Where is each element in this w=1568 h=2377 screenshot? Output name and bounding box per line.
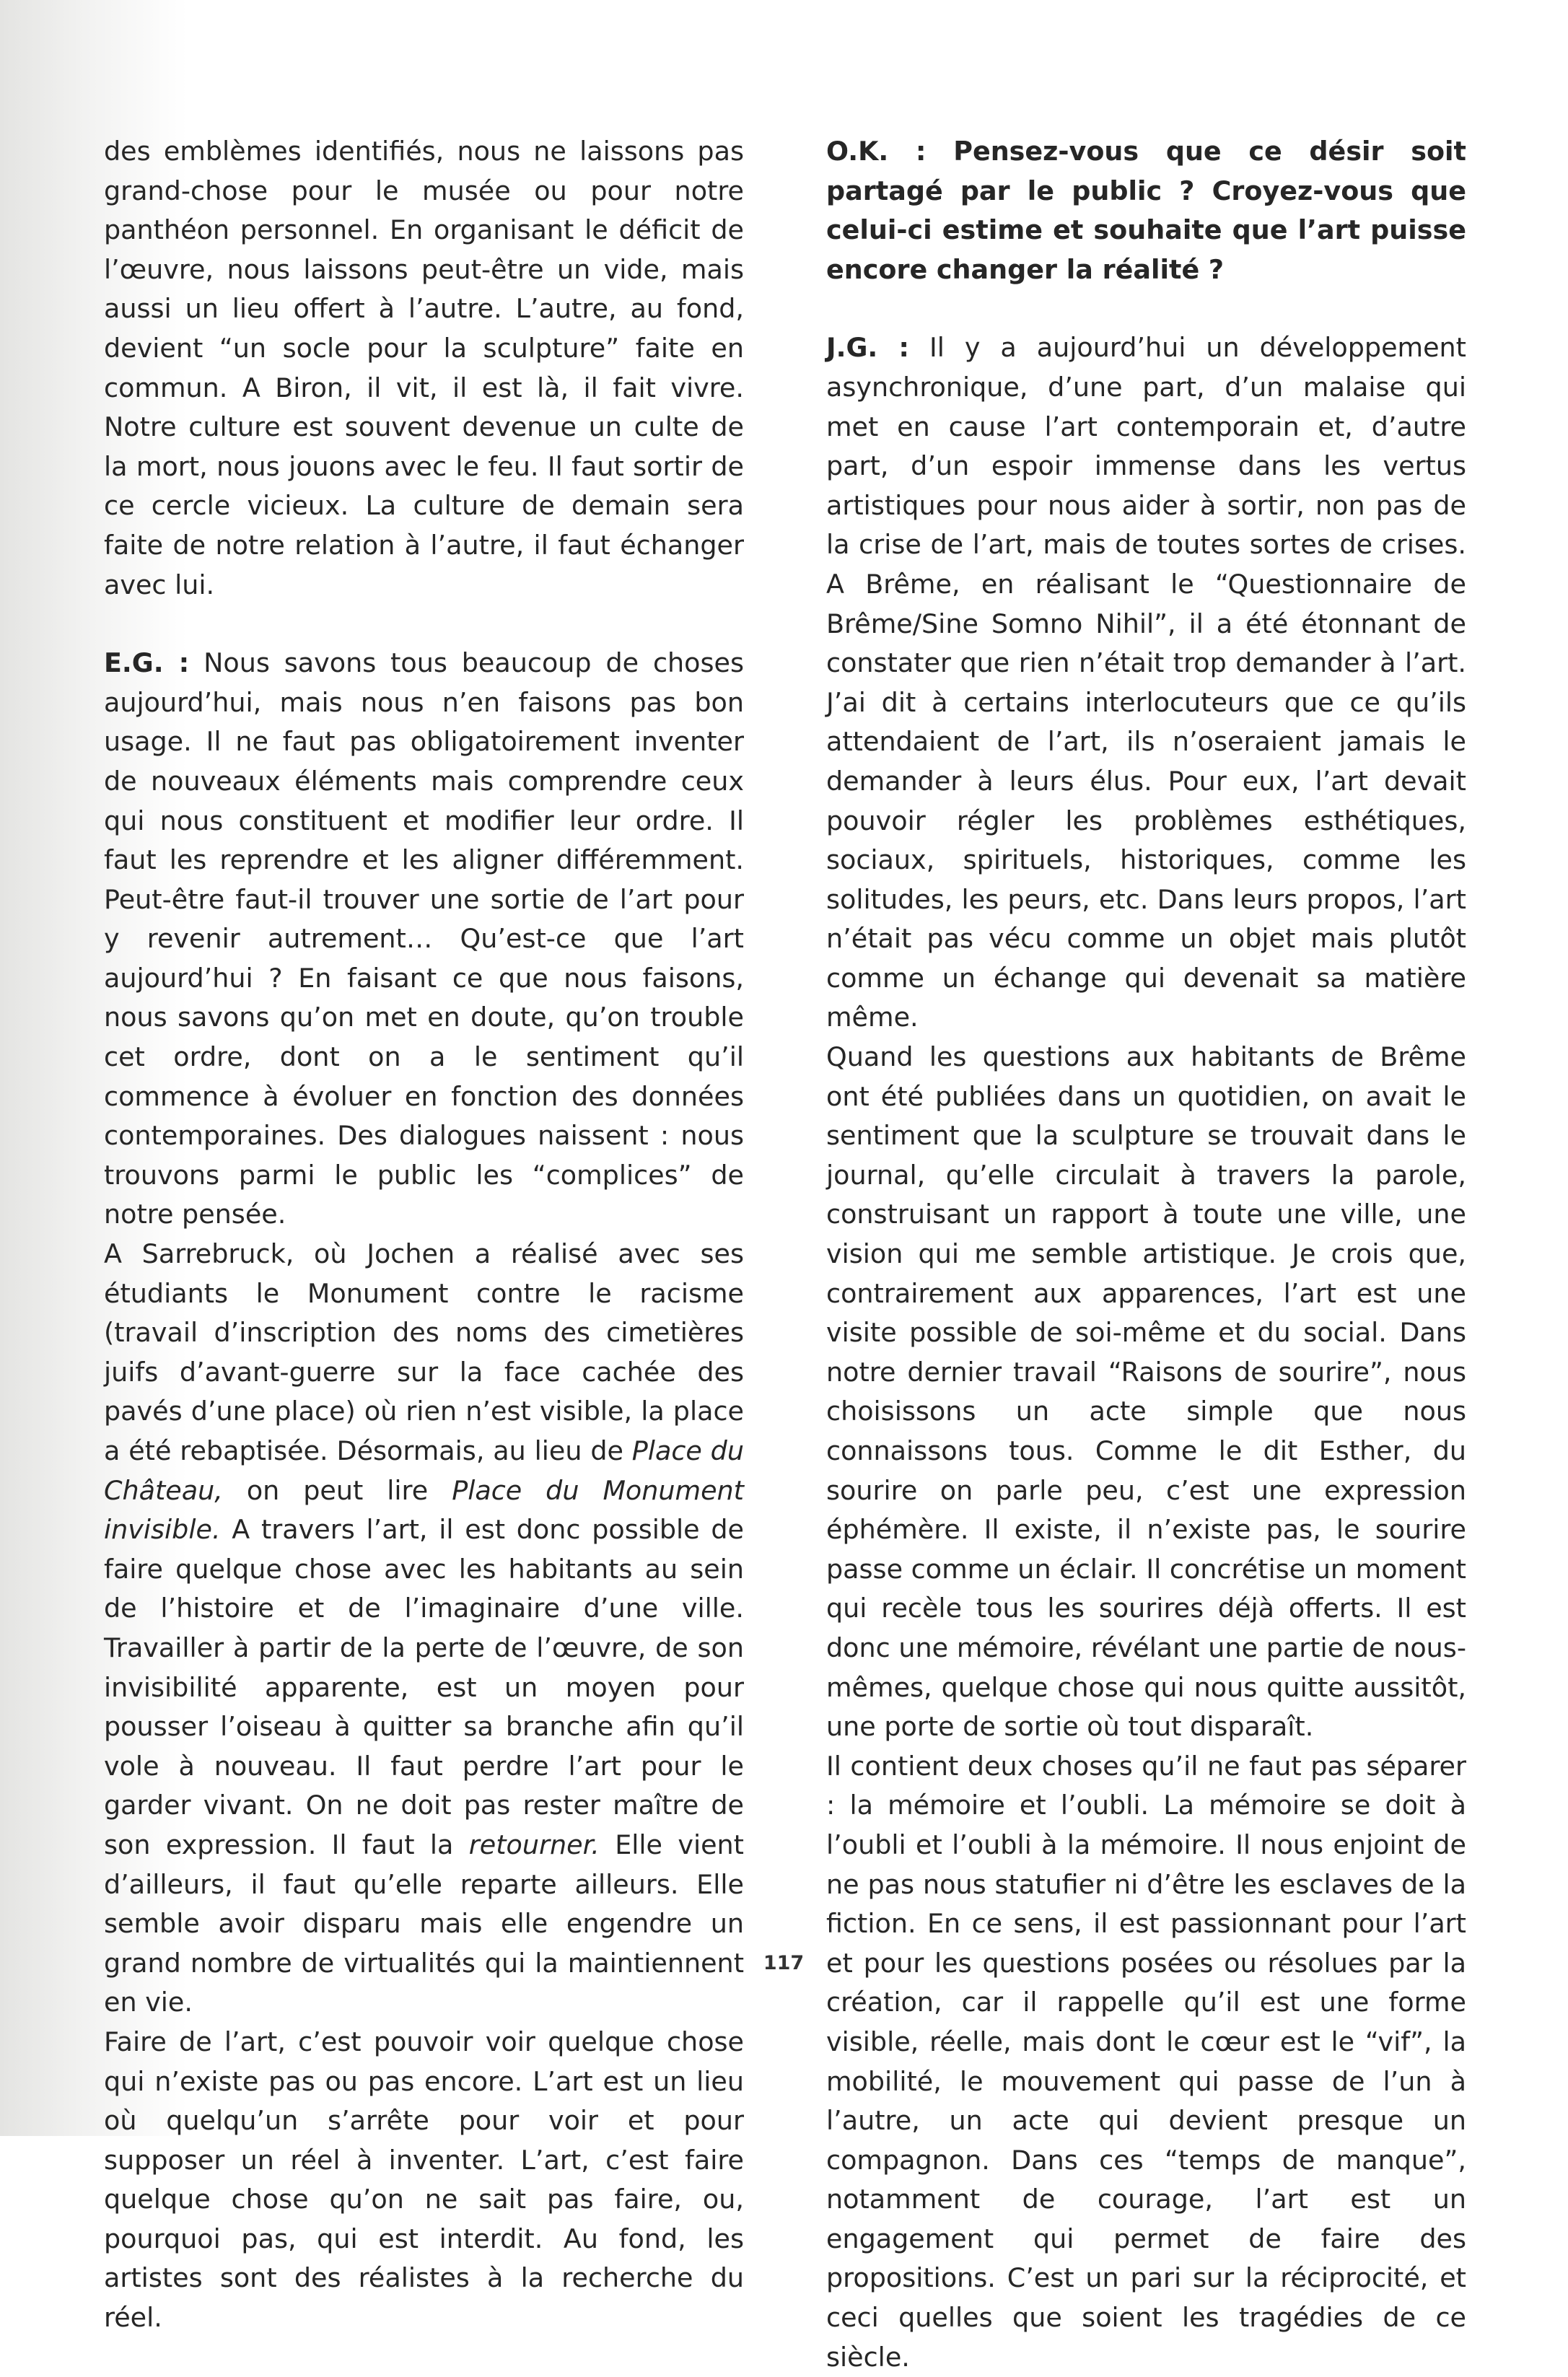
text-run: Elle vient d’ailleurs, il faut qu’elle reparte ailleurs. Elle semble avoir disparu mais elle engendre un grand nombre de virtualités qui la maintiennent en vie. <box>104 1829 744 2018</box>
text-run: A Sarrebruck, où Jochen a réalisé avec ses étudiants le Monument contre le racisme (travail d’inscription des noms des cimetières juifs d’avant-guerre sur la face cachée des pavés d’une place) où rien n’est visible, la place a été rebaptisée. Désormais, au lieu de <box>104 1238 744 1466</box>
right-paragraph-3: Il contient deux choses qu’il ne faut pas séparer : la mémoire et l’oubli. La mémoire se doit à l’oubli et l’oubli à la mémoire. Il nous enjoint de ne pas nous statufier ni d’être les esclaves de la fiction. En ce sens, il est passionnant pour l’art et pour les questions posées ou résolues par la création, car il rappelle qu’il est une forme visible, réelle, mais dont le cœur est le “vif”, la mobilité, le mouvement qui passe de l’un à l’autre, un acte qui devient presque un compagnon. Dans ces “temps de manque”, notamment de courage, l’art est un engagement qui permet de faire des propositions. C’est un pari sur la réciprocité, et ceci quelles que soient les tragédies de ce siècle. <box>826 1750 1466 2373</box>
italic-place-name: Place du Château, <box>104 1435 744 1506</box>
page-number: 117 <box>763 1952 805 1974</box>
left-paragraph-3 <box>104 1235 744 2023</box>
jg-answer <box>826 328 1466 1038</box>
text-run: on peut lire <box>246 1474 429 1506</box>
left-paragraph-1: des emblèmes identifiés, nous ne laissons pas grand-chose pour le musée ou pour notre panthéon personnel. En organisant le déficit de l’œuvre, nous laissons peut-être un vide, mais aussi un lieu offert à l’autre. L’autre, au fond, devient “un socle pour la sculpture” faite en commun. A Biron, il vit, il est là, il fait vivre. Notre culture est souvent devenue un culte de la mort, nous jouons avec le feu. Il faut sortir de ce cercle vicieux. La culture de demain sera faite de notre relation à l’autre, il faut échanger avec lui. <box>104 136 744 600</box>
right-column <box>826 132 1466 2377</box>
left-column <box>104 132 744 2338</box>
jg-answer-text: Il y a aujourd’hui un développement asynchronique, d’une part, d’un malaise qui met en cause l’art contemporain et, d’autre part, d’un espoir immense dans les vertus artistiques pour nous aider à sortir, non pas de la crise de l’art, mais de toutes sortes de crises. A Brême, en réalisant le “Questionnaire de Brême/Sine Somno Nihil”, il a été étonnant de constater que rien n’était trop demander à l’art. J’ai dit à certains interlocuteurs que ce qu’ils attendaient de l’art, ils n’oseraient jamais le demander à leurs élus. Pour eux, l’art devait pouvoir régler les problèmes esthétiques, sociaux, spirituels, historiques, comme les solitudes, les peurs, etc. Dans leurs propos, l’art n’était pas vécu comme un objet mais plutôt comme un échange qui devenait sa matière même. <box>826 332 1466 1033</box>
italic-word: retourner. <box>468 1829 600 1860</box>
text-run: A travers l’art, il est donc possible de faire quelque chose avec les habitants au sein de l’histoire et de l’imaginaire d’une ville. Travailler à partir de la perte de l’œuvre, de son invisibilité apparente, est un moyen pour pousser l’oiseau à quitter sa branche afin qu’il vole à nouveau. Il faut perdre l’art pour le garder vivant. On ne doit pas rester maître de son expression. Il faut la <box>104 1514 744 1860</box>
speaker-eg: E.G. : <box>104 647 190 679</box>
right-paragraph-2: Quand les questions aux habitants de Brême ont été publiées dans un quotidien, on avait le sentiment que la sculpture se trouvait dans le journal, qu’elle circulait à travers la parole, construisant un rapport à toute une ville, une vision qui me semble artistique. Je crois que, contrairement aux apparences, l’art est une visite possible de soi-même et du social. Dans notre dernier travail “Raisons de sourire”, nous choisissons un acte simple que nous connaissons tous. Comme le dit Esther, du sourire on parle peu, c’est une expression éphémère. Il existe, il n’existe pas, le sourire passe comme un éclair. Il concrétise un moment qui recèle tous les sourires déjà offerts. Il est donc une mémoire, révélant une partie de nous-mêmes, quelque chose qui nous quitte aussitôt, une porte de sortie où tout disparaît. <box>826 1041 1466 1743</box>
eg-answer <box>104 644 744 1235</box>
eg-answer-text: Nous savons tous beaucoup de choses aujourd’hui, mais nous n’en faisons pas bon usage. Il ne faut pas obligatoirement inventer de nouveaux éléments mais comprendre ceux qui nous constituent et modifier leur ordre. Il faut les reprendre et les aligner différemment. Peut-être faut-il trouver une sortie de l’art pour y revenir autrement… Qu’est-ce que l’art aujourd’hui ? En faisant ce que nous faisons, nous savons qu’on met en doute, qu’on trouble cet ordre, dont on a le sentiment qu’il commence à évoluer en fonction des données contemporaines. Des dialogues naissent : nous trouvons parmi le public les “complices” de notre pensée. <box>104 647 744 1230</box>
left-paragraph-4: Faire de l’art, c’est pouvoir voir quelque chose qui n’existe pas ou pas encore. L’art est un lieu où quelqu’un s’arrête pour voir et pour supposer un réel à inventer. L’art, c’est faire quelque chose qu’on ne sait pas faire, ou, pourquoi pas, qui est interdit. Au fond, les artistes sont des réalistes à la recherche du réel. <box>104 2026 744 2334</box>
speaker-jg: J.G. : <box>826 332 909 364</box>
ok-question: O.K. : Pensez-vous que ce désir soit partagé par le public ? Croyez-vous que celui-ci estime et souhaite que l’art puisse encore changer la réalité ? <box>826 136 1466 285</box>
italic-place-name: Place du Monument invisible. <box>104 1474 744 1546</box>
